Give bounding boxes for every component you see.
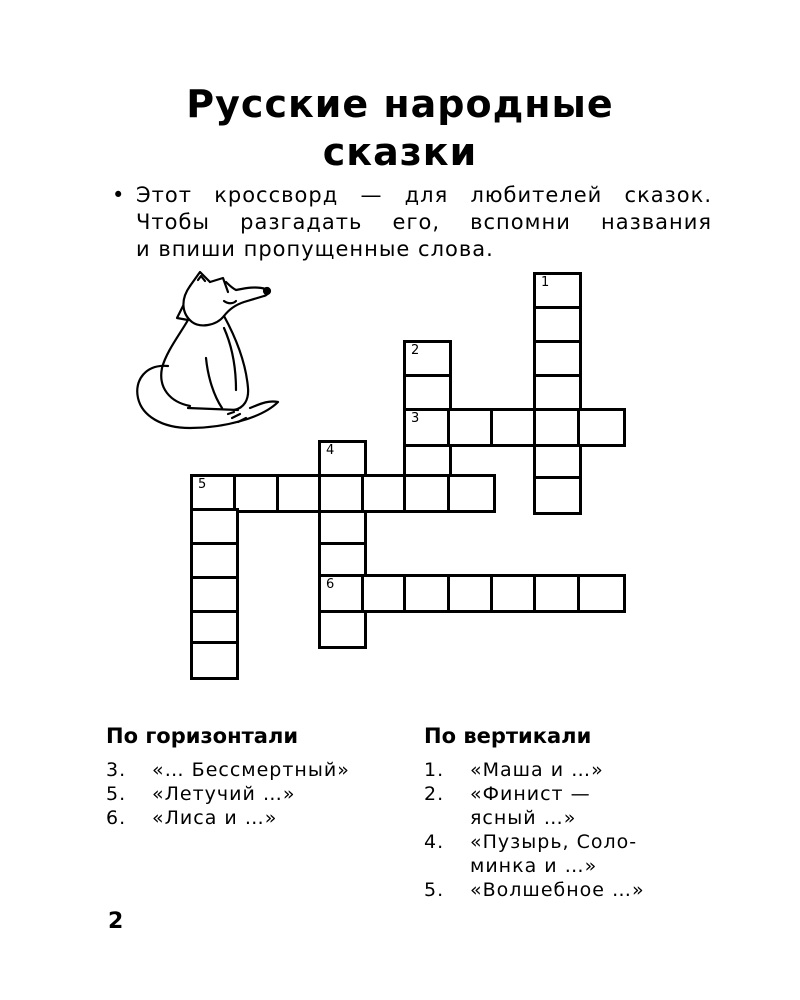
intro-line: Этот кроссворд — для любителей сказок. [136,183,712,207]
crossword-cell[interactable] [318,610,367,649]
across-heading: По горизонтали [106,724,299,748]
clue-text: «… Бессмертный» [152,759,350,781]
crossword-cell[interactable] [233,474,282,513]
crossword-cell[interactable] [533,574,582,613]
crossword-cell[interactable] [403,474,452,513]
clue-num: 5. [424,879,445,901]
crossword-cell[interactable] [318,474,367,513]
clue-text: «Маша и …» [470,759,604,781]
clue-number: 3 [411,411,420,426]
clue-num: 5. [106,783,127,805]
clue-num: 2. [424,783,445,805]
page-number: 2 [108,909,124,934]
intro-line: и впиши пропущенные слова. [136,237,494,261]
crossword-cell[interactable] [533,408,582,447]
title-line-1: Русские народные [186,82,614,126]
crossword-cell[interactable] [447,574,496,613]
clue-text: ясный …» [470,807,577,829]
clue-text: «Лиса и …» [152,807,278,829]
crossword-cell[interactable] [318,574,367,613]
crossword-cell[interactable] [190,641,239,680]
clue-text: «Финист — [470,783,591,805]
crossword-cell[interactable] [403,408,452,447]
intro-line: Чтобы разгадать его, вспомни названия [136,210,712,234]
fox-ear-right [210,278,228,292]
clue-number: 5 [198,477,207,492]
clue-number: 4 [326,443,335,458]
crossword-cell[interactable] [577,574,626,613]
clue-text: «Пузырь, Соло- [470,831,638,853]
crossword-cell[interactable] [490,574,539,613]
crossword-cell[interactable] [577,408,626,447]
crossword-cell[interactable] [490,408,539,447]
clue-text: минка и …» [470,855,598,877]
clue-num: 6. [106,807,127,829]
clue-number: 2 [411,343,420,358]
crossword-cell[interactable] [403,574,452,613]
clue-text: «Волшебное …» [470,879,645,901]
clue-text: «Летучий …» [152,783,296,805]
clue-number: 1 [541,275,550,290]
crossword-cell[interactable] [533,476,582,515]
intro-paragraph [112,182,712,263]
clue-number: 6 [326,577,335,592]
down-heading: По вертикали [424,724,592,748]
crossword-cell[interactable] [447,408,496,447]
crossword-cell[interactable] [447,474,496,513]
page-title [0,80,800,176]
title-line-2: сказки [322,130,478,174]
clue-num: 4. [424,831,445,853]
clue-num: 1. [424,759,445,781]
clue-num: 3. [106,759,127,781]
fox-illustration [128,268,288,438]
bullet: • [112,183,126,207]
